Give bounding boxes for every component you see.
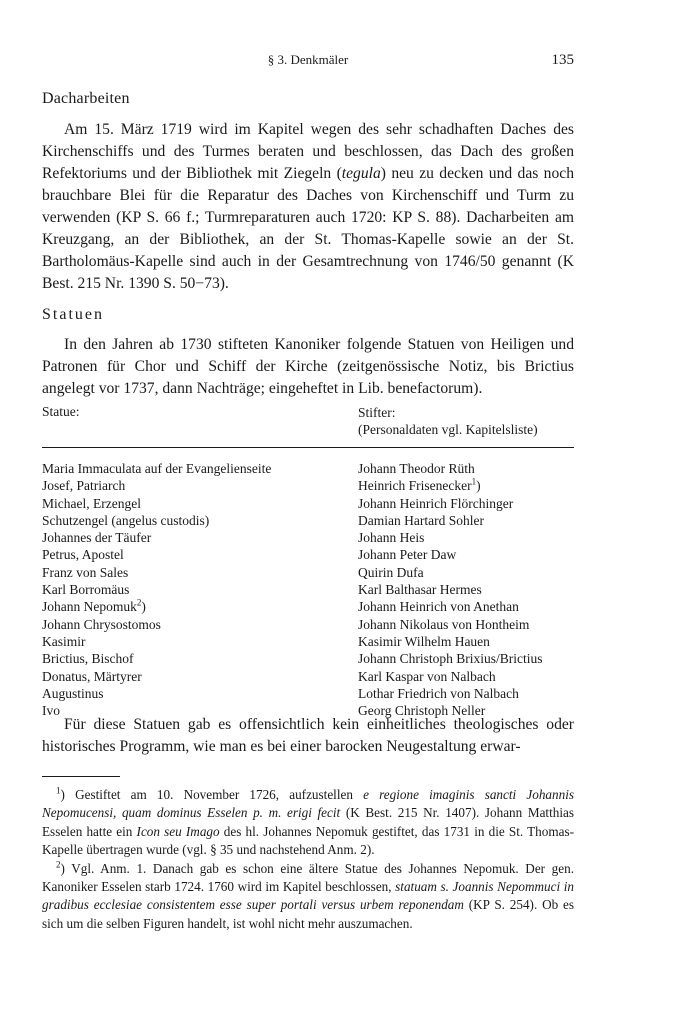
- statue-cell: Karl Borromäus: [42, 582, 130, 598]
- table-row: [42, 495, 574, 512]
- column-header-donor: Stifter: (Personaldaten vgl. Kapitelsliste): [358, 405, 538, 437]
- statue-cell: Brictius, Bischof: [42, 651, 134, 667]
- statues-table: [42, 404, 574, 719]
- table-row: [42, 598, 574, 615]
- footnote-marker: 2: [136, 597, 142, 608]
- table-header: [42, 404, 574, 454]
- footnote-number: 1: [56, 785, 61, 796]
- statue-cell: Augustinus: [42, 685, 104, 701]
- table-row: [42, 460, 574, 477]
- table-row: [42, 616, 574, 633]
- footnotes: [42, 786, 574, 933]
- running-title: § 3. Denkmäler: [267, 52, 349, 67]
- table-row: [42, 685, 574, 702]
- statue-cell: Franz von Sales: [42, 564, 129, 580]
- table-row: [42, 546, 574, 563]
- running-head: [42, 52, 574, 68]
- donor-cell: Johann Heinrich Flörchinger: [358, 495, 514, 511]
- donor-cell: Karl Balthasar Hermes: [358, 582, 482, 598]
- table-body: [42, 460, 574, 719]
- statue-cell: Johannes der Täufer: [42, 530, 152, 546]
- donor-cell: Karl Kaspar von Nalbach: [358, 668, 496, 684]
- paragraph-dacharbeiten: Am 15. März 1719 wird im Kapitel wegen des sehr schadhaften Daches des Kirchenschiffs und des Turmes beraten und beschlossen, das Dach des großen Refektoriums und der Bibliothek mit Ziegeln (tegula) neu zu decken und das noch brauchbare Blei für die Reparatur des Daches von Kirchenschiff und Turm zu verwenden (KP S. 66 f.; Turmreparaturen auch 1720: KP S. 88). Dacharbeiten am Kreuzgang, an der Bibliothek, an der St. Thomas-Kapelle sowie an der St. Bartholomäus-Kapelle sind auch in der Gesamtrechnung von 1746/50 genannt (K Best. 215 Nr. 1390 S. 50−73).: [42, 121, 574, 292]
- donor-cell: Lothar Friedrich von Nalbach: [358, 685, 519, 701]
- statue-cell: Kasimir: [42, 633, 86, 649]
- column-header-statue: Statue:: [42, 404, 80, 419]
- section-heading-dacharbeiten: Dacharbeiten: [42, 90, 130, 107]
- statue-cell: Michael, Erzengel: [42, 495, 141, 511]
- table-row: [42, 477, 574, 494]
- statue-cell: Josef, Patriarch: [42, 478, 126, 494]
- statue-cell: Ivo: [42, 703, 60, 719]
- table-row: [42, 564, 574, 581]
- table-row: [42, 529, 574, 546]
- header-rule: [42, 447, 574, 448]
- donor-cell: Johann Peter Daw: [358, 547, 457, 563]
- table-row: [42, 668, 574, 685]
- table-row: [42, 581, 574, 598]
- paragraph-closing: Für diese Statuen gab es offensichtlich kein einheitliches theologisches oder historisches Programm, wie man es bei einer barocken Neugestaltung erwar-: [42, 716, 574, 755]
- footnote-1: $^1$) Gestiftet am 10. November 1726, aufzustellen e regione imaginis sancti Johannis Nepomucensi, quam dominus Esselen p. m. erigi fecit (K Best. 215 Nr. 1407). Johann Matthias Esselen hatte ein Icon seu Imago des hl. Johannes Nepomuk gestiftet, das 1731 in die St. Thomas-Kapelle übertragen wurde (vgl. § 35 und nachstehend Anm. 2).: [42, 785, 575, 858]
- paragraph-statuen: In den Jahren ab 1730 stifteten Kanoniker folgende Statuen von Heiligen und Patronen für Chor und Schiff der Kirche (zeitgenössische Notiz, bis Brictius angelegt vor 1737, dann Nachträge; eingeheftet in Lib. benefactorum).: [42, 336, 574, 397]
- section-heading-statuen: Statuen: [42, 306, 104, 323]
- donor-cell: Quirin Dufa: [358, 564, 424, 580]
- donor-cell: Heinrich Frisenecker$^1$): [358, 476, 481, 494]
- table-row: [42, 633, 574, 650]
- donor-cell: Johann Christoph Brixius/Brictius: [358, 651, 543, 667]
- statue-cell: Donatus, Märtyrer: [42, 668, 142, 684]
- donor-cell: Johann Nikolaus von Hontheim: [358, 616, 530, 632]
- donor-cell: Kasimir Wilhelm Hauen: [358, 633, 490, 649]
- footnote-2: $^2$) Vgl. Anm. 1. Danach gab es schon eine ältere Statue des Johannes Nepomuk. Der gen. Kanoniker Esselen starb 1724. 1760 wird im Kapitel beschlossen, statuam s. Joannis Nepommuci in gradibus ecclesiae consistentem esse super portali versus urbem reponendam (KP S. 254). Ob es sich um die selben Figuren handelt, ist wohl nicht mehr auszumachen.: [42, 859, 574, 931]
- donor-cell: Georg Christoph Neller: [358, 703, 486, 719]
- donor-cell: Johann Heinrich von Anethan: [358, 599, 519, 615]
- donor-cell: Damian Hartard Sohler: [358, 512, 484, 528]
- table-row: [42, 512, 574, 529]
- donor-cell: Johann Theodor Rüth: [358, 461, 475, 476]
- table-row: [42, 650, 574, 667]
- statue-cell: Schutzengel (angelus custodis): [42, 512, 210, 528]
- statue-cell: Petrus, Apostel: [42, 547, 124, 563]
- statue-cell: Maria Immaculata auf der Evangelienseite: [42, 461, 272, 476]
- statue-cell: Johann Nepomuk$^2$): [42, 597, 146, 615]
- donor-cell: Johann Heis: [358, 530, 425, 546]
- footnote-number: 2: [56, 859, 61, 870]
- footnote-marker: 1: [471, 476, 477, 487]
- page-number: 135: [551, 52, 574, 68]
- statue-cell: Johann Chrysostomos: [42, 616, 161, 632]
- footnote-rule: [42, 776, 120, 777]
